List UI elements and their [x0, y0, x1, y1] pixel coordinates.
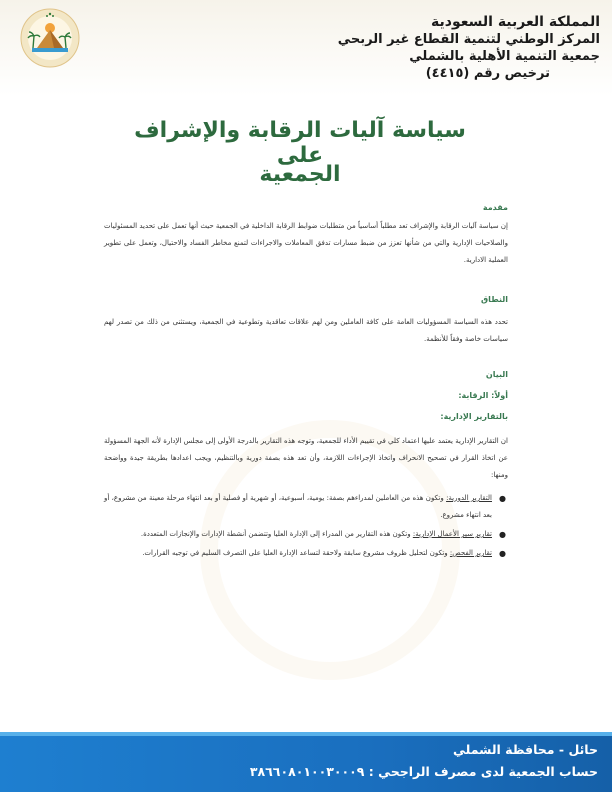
footer-band	[0, 736, 612, 792]
intro-paragraph: إن سياسة آليات الرقابة والإشراف تعد مطلباً أساسياً من متطلبات ضوابط الرقابة الداخلية في الجمعية حيث أنها تعمل على تحديد المسئوليات والصلاحيات الإدارية والتي من شأنها تعزز من ضبط مسارات تدفق المعاملات والاجراءات لتمنع مخاطر الفساد والاحتيال، وتعمل على تطوير العملية الادارية.	[104, 222, 508, 264]
bullet-dot-icon: ●	[499, 549, 506, 558]
bullet-item	[104, 490, 508, 524]
intro-heading: مقدمة	[482, 203, 508, 212]
document-title-line2: الجمعية	[259, 162, 341, 187]
country-name: المملكة العربية السعودية	[431, 14, 600, 30]
reports-paragraph: ان التقارير الإدارية يعتمد عليها اعتماد كلي في تقييم الأداء للجمعية، وتوجه هذه التقارير بالدرجة الأولى إلى مجلس الإدارة لأنه الجهة المسؤولة عن اتخاذ القرار في تصحيح الانحراف واتخاذ الإجراءات اللازمة، وأن تعد هذه بصفة دورية وبالتنظيم، ويجب اعدادها بطريقة جيدة وواضحة ومنها:	[104, 437, 508, 479]
center-name: المركز الوطني لتنمية القطاع غير الربحي	[337, 32, 600, 47]
intro-section	[104, 203, 508, 269]
footer-location: حائل - محافظة الشملي	[452, 742, 598, 757]
bullet-text: وتكون هذه التقارير من المدراء إلى الإدارة العليا وتتضمن أنشطة الإدارات والإنجازات المتعددة.	[140, 530, 413, 538]
license-number: ترخيص رقم (٤٤١٥)	[425, 66, 550, 81]
association-name: جمعية التنمية الأهلية بالشملي	[409, 49, 600, 64]
bullet-term: تقارير سير الأعمال الإدارية:	[412, 530, 492, 538]
bullet-dot-icon: ●	[499, 494, 506, 503]
palm-pyramid-logo-icon	[20, 8, 80, 68]
bullet-text: وتكون هذه من العاملين لمدراءهم بصفة: يومية، أسبوعية، أو شهرية أو فصلية أو بعد انتهاء مرحلة معينة من مشروع، أو بعد انتهاء مشروع.	[104, 494, 492, 519]
scope-heading: النطاق	[481, 295, 508, 304]
scope-paragraph: تحدد هذه السياسة المسؤوليات العامة على كافة العاملين ومن لهم علاقات تعاقدية وتطوعية في الجمعية، ويستثنى من ذلك من تصدر لهم سياسات خاصة وفقاً للأنظمة.	[104, 318, 508, 343]
bullet-dot-icon: ●	[499, 530, 506, 539]
scope-section	[104, 295, 508, 348]
bullet-item	[104, 545, 508, 562]
reports-heading: بالتقارير الإدارية:	[440, 412, 508, 421]
bullet-term: التقارير الدورية:	[446, 494, 492, 502]
footer-stripe	[0, 732, 612, 736]
first-heading: أولاً: الرقابة:	[458, 391, 508, 400]
bullet-term: تقارير الفحص:	[449, 549, 492, 557]
document-title-line1: سياسة آليات الرقابة والإشراف على	[134, 118, 466, 168]
bullet-text: وتكون لتحليل ظروف مشروع سابقة ولاحقة لتساعد الإدارة العليا على التصرف السليم في توجيه القرارات.	[142, 549, 450, 557]
footer-bank-account: حساب الجمعية لدى مصرف الراجحي : ٣٨٦٦٠٨٠١٠٠٣٠٠٠٩	[249, 764, 598, 779]
bullet-item	[104, 526, 508, 543]
statement-heading: البيان	[485, 370, 508, 379]
statement-section	[104, 370, 508, 562]
letterhead	[270, 14, 600, 82]
